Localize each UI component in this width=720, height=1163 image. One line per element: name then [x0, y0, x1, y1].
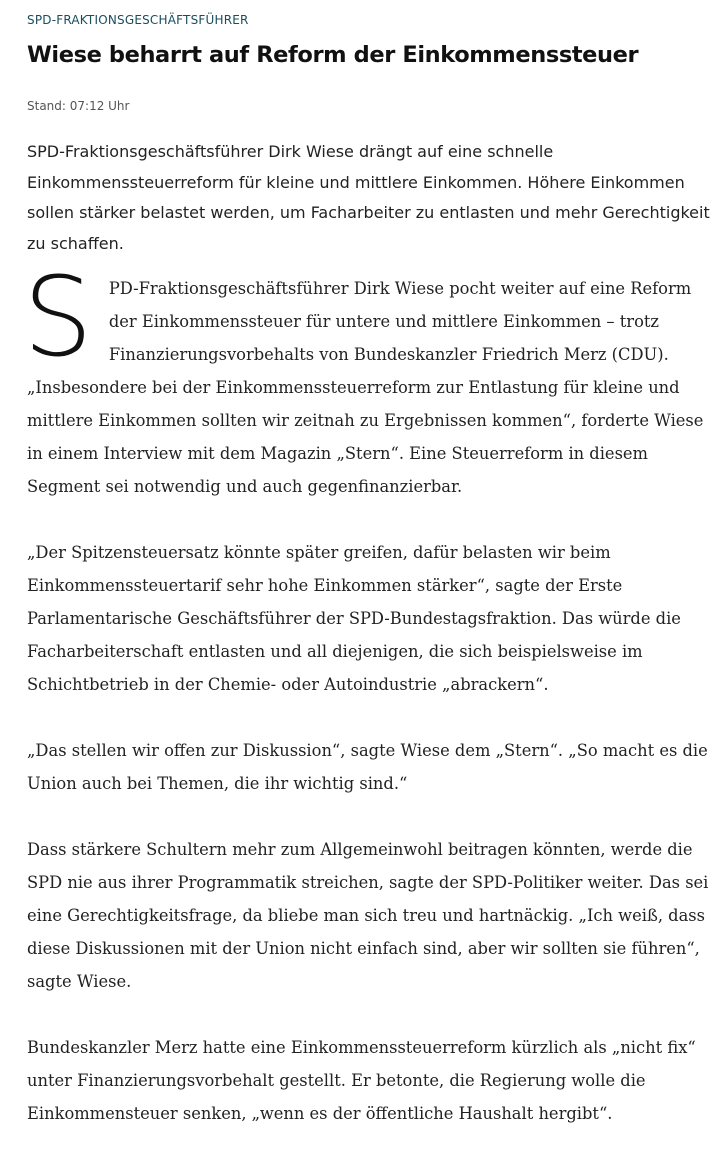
article-kicker: SPD-FRAKTIONSGESCHÄFTSFÜHRER [27, 13, 249, 27]
body-paragraph [23, 253, 710, 503]
body-paragraph-text: PD-Fraktionsgeschäftsführer Dirk Wiese pocht weiter auf eine Reform der Einkommenssteuer für untere und mittlere Einkommen – trotz Finanzierungsvorbehalts von Bundeskanzler Friedrich Merz (CDU). „Insbesondere bei der Einkommenssteuerreform zur Entlastung für kleine und mittlere Einkommen sollten wir zeitnah zu Ergebnissen kommen“, forderte Wiese in einem Interview mit dem Magazin „Stern“. Eine Steuerreform in diesem Segment sei notwendig und auch gegenfinanzierbar. [27, 279, 704, 496]
body-paragraph: Bundeskanzler Merz hatte eine Einkommenssteuerreform kürzlich als „nicht fix“ unter Finanzierungsvorbehalt gestellt. Er betonte, die Regierung wolle die Einkommensteuer senken, „wenn es der öffentliche Haushalt hergibt“. [27, 1038, 696, 1123]
body-paragraph: Dass stärkere Schultern mehr zum Allgemeinwohl beitragen könnten, werde die SPD nie aus ihrer Programmatik streichen, sagte der SPD-Politiker weiter. Das sei eine Gerechtigkeitsfrage, da bliebe man sich treu und hartnäckig. „Ich weiß, dass diese Diskussionen mit der Union nicht einfach sind, aber wir sollten sie führen“, sagte Wiese. [27, 840, 709, 991]
article-headline: Wiese beharrt auf Reform der Einkommenssteuer [27, 42, 639, 68]
article-timestamp: Stand: 07:12 Uhr [27, 99, 130, 113]
article-teaser: SPD-Fraktionsgeschäftsführer Dirk Wiese drängt auf eine schnelle Einkommenssteuerreform für kleine und mittlere Einkommen. Höhere Einkommen sollen stärker belastet werden, um Facharbeiter zu entlasten und mehr Gerechtigkeit zu schaffen. [27, 142, 710, 254]
body-paragraph: „Das stellen wir offen zur Diskussion“, sagte Wiese dem „Stern“. „So macht es die Union auch bei Themen, die ihr wichtig sind.“ [27, 741, 708, 793]
body-paragraph: „Der Spitzensteuersatz könnte später greifen, dafür belasten wir beim Einkommenssteuertarif sehr hohe Einkommen stärker“, sagte der Erste Parlamentarische Geschäftsführer der SPD-Bundestagsfraktion. Das würde die Facharbeiterschaft entlasten und all diejenigen, die sich beispielsweise im Schichtbetrieb in der Chemie- oder Autoindustrie „abrackern“. [27, 543, 681, 694]
drop-cap: S [23, 253, 93, 381]
article-body [23, 253, 710, 1163]
